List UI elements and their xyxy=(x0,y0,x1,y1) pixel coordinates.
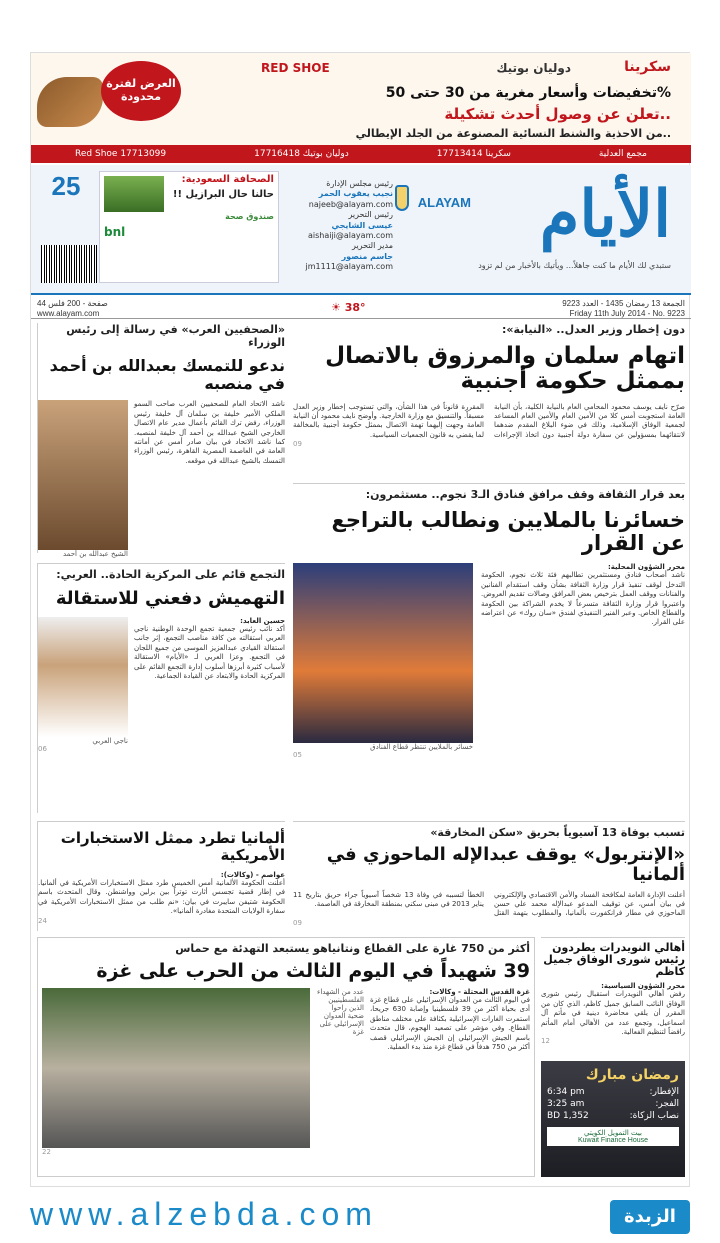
staff-name: عيسى الشايجي xyxy=(331,220,393,230)
lantern-icon xyxy=(395,185,409,211)
ad-line-discount: تخفيضات وأسعار مغرية من 30 حتى 50% xyxy=(385,85,671,101)
story-kicker: تسبب بوفاة 13 آسيوياً بحريق «سكن المخارقة» xyxy=(430,826,685,839)
promo-sub: صندوق صحة xyxy=(225,212,274,221)
ramadan-value: 6:34 pm xyxy=(547,1087,585,1097)
story-hotels[interactable] xyxy=(293,483,685,813)
sponsor-logo xyxy=(547,1127,679,1146)
story-headline[interactable]: أهالي النويدرات يطردون رئيس شورى الوفاق جميل كاظم xyxy=(543,941,685,979)
slogan: ستبدي لك الأيام ما كنت جاهلاً... ويأتيك بالأخبار من لم تزود xyxy=(478,261,671,270)
page-ref: 05 xyxy=(293,751,302,760)
alayam-logo-en: ALAYAM xyxy=(417,195,471,210)
price: 44 صفحة - 200 فلس xyxy=(37,299,108,308)
photo-gaza xyxy=(42,988,310,1148)
story-body: أعلنت الحكومة الألمانية أمس الخميس طرد ممثل الاستخبارات الأمريكية في ألمانيا. في إطار قضية تجسس أثارت توتراً بين برلين وواشنطن. وقال المتحدث باسم الحكومة شتيفن سايبرت في بيان: «نم طلب من ممثل الاستخبارات الأمريكية في سفارة الولايات المتحدة مغادرة ألمانيا». xyxy=(38,879,285,916)
story-headline[interactable]: اتهام سلمان والمرزوق بالاتصال بممثل حكومة أجنبية xyxy=(325,343,685,395)
brand-sketchers: سكرينا xyxy=(624,59,671,75)
ad-bar-item: دوليان بوتيك 17716418 xyxy=(254,149,349,159)
brand-dolian: دوليان بوتيك xyxy=(496,61,571,75)
ad-bar-item: Red Shoe 17713099 xyxy=(75,149,167,159)
ad-line-arrival: تعلن عن وصول أحدث تشكيلة.. xyxy=(444,105,671,123)
story-byline: عواصم - (وكالات): xyxy=(220,871,285,879)
story-headline[interactable]: خسائرنا بالملايين ونطالب بالتراجع عن القرار xyxy=(331,508,685,556)
anniversary-number: 25 xyxy=(51,171,81,201)
story-kicker: دون إخطار وزير العدل.. «النيابة»: xyxy=(502,323,685,336)
footer-logo xyxy=(610,1200,690,1234)
page-ref: 09 xyxy=(293,440,302,449)
page-ref: 06 xyxy=(38,744,47,753)
story-body: ناشد الاتحاد العام للصحفيين العرب صاحب السمو الملكي الأمير خليفة بن سلمان آل خليفة رئيس الوزراء، رفض ترك القائم بأعمال مدير عام الاتصال الخارجي الشيخ عبدالله بن أحمد آل خليفة لمنصبه. كما ناشد الاتحاد في بيان صادر أمس عن أمانته العامة في العاصمة المصرية القاهرة، رئيس الوزراء التمسك بالشيخ عبدالله في موقعه. xyxy=(134,400,285,465)
promo-bank: bnl xyxy=(104,225,126,239)
ad-bar-item: سكرينا 17713414 xyxy=(436,149,511,159)
story-kicker: التجمع قائم على المركزية الحادة.. العربي: xyxy=(56,568,285,581)
page-ref: 12 xyxy=(541,1037,550,1046)
staff-role: رئيس مجلس الإدارة xyxy=(326,179,393,188)
ramadan-row xyxy=(547,1111,679,1121)
ramadan-value: BD 1,352 xyxy=(547,1111,589,1121)
story-byline: محرر الشؤون السياسية: xyxy=(601,982,685,991)
story-body: أعلنت الإدارة العامة لمكافحة الفساد والأمن الاقتصادي والإلكتروني في بيان أمس، عن توقيف المدعو عبدالإله محمد علي حسن الماحوزي في مطار فرانكفورت بألمانيا، والمطلوب بتهمة القتل الخطأ لتسببه في وفاة 13 شخصاً آسيوياً جراء حريق بتاريخ 11 يناير 2013 في مبنى سكني بمنطقة المخارقة في العاصمة. xyxy=(293,890,685,918)
photo-caption: ناجي العربي xyxy=(92,736,128,745)
story-germany[interactable] xyxy=(37,821,285,931)
footer-url[interactable]: www.alzebda.com xyxy=(30,1196,378,1232)
photo-city xyxy=(293,563,473,743)
story-byline: محرر الشؤون المحلية: xyxy=(607,563,685,572)
weather-temp xyxy=(331,301,366,314)
story-headline[interactable]: «الإنتربول» يوقف عبدالإله الماحوزي في ألمانيا xyxy=(326,844,685,885)
page-ref: 09 xyxy=(293,918,302,927)
date-info xyxy=(562,299,685,318)
ramadan-title: رمضان مبارك xyxy=(585,1067,679,1083)
story-headline[interactable]: ألمانيا تطرد ممثل الاستخبارات الأمريكية xyxy=(60,829,285,864)
story-body: أكد نائب رئيس جمعية تجمع الوحدة الوطنية ناجي العربي استقالته من كافة مناصب التجمع، إثر جانب استقالة القيادي عبدالعزيز الموسى من جميع اللجان في التجمع. وعزا العربي لـ «الأيام» الاستقالة لأسباب كثيرة أبرزها أسلوب إدارة التجمع القائم على المركزية الحادة والابتعاد عن القيادة الجماعية. xyxy=(134,624,285,680)
photo-caption: عدد من الشهداء الفلسطينيين الذين راحوا ضحية العدوان الإسرائيلي على غزة xyxy=(317,987,364,1036)
ramadan-label: نصاب الزكاة: xyxy=(629,1111,679,1121)
anniversary-box xyxy=(37,171,95,287)
story-kicker: أكثر من 750 غارة على القطاع ونتانياهو يستبعد التهدئة مع حماس xyxy=(175,942,530,955)
story-headline[interactable]: 39 شهيداً في اليوم الثالث من الحرب على غزة xyxy=(96,960,530,982)
site-url[interactable]: www.alayam.com xyxy=(37,308,100,318)
story-resignation[interactable] xyxy=(37,563,285,813)
photo-caption: خسائر بالملايين تنتظر قطاع الفنادق xyxy=(370,743,473,752)
sponsor-en: Kuwait Finance House xyxy=(577,1137,649,1144)
story-kicker: بعد قرار الثقافة وقف مرافق فنادق الـ3 نجوم.. مستثمرون: xyxy=(365,488,685,501)
staff-email[interactable]: najeeb@alayam.com xyxy=(308,199,393,209)
staff-role: مدير التحرير xyxy=(352,241,393,251)
sun-icon: ☀ xyxy=(331,301,341,314)
staff-role: رئيس التحرير xyxy=(348,210,393,220)
price-info xyxy=(37,299,108,318)
staff-email[interactable]: aishaiji@alayam.com xyxy=(307,230,393,240)
alayam-logo[interactable]: الأيام xyxy=(539,177,671,252)
story-interpol[interactable] xyxy=(293,821,685,931)
ramadan-row xyxy=(547,1087,679,1097)
story-headline[interactable]: ندعو للتمسك بعبدالله بن أحمد في منصبه xyxy=(49,356,285,393)
story-byline: حسين العابد: xyxy=(240,616,285,625)
dateline-bar xyxy=(31,297,691,319)
limited-offer-badge: العرض لفترة محدودة xyxy=(101,61,181,121)
page-ref: 24 xyxy=(38,916,47,925)
barcode xyxy=(41,245,97,283)
promo-title: حالنا حال البرازيل !! xyxy=(172,189,274,200)
promo-box[interactable] xyxy=(99,171,279,283)
photo-portrait xyxy=(38,617,128,737)
newspaper-page xyxy=(30,52,690,1187)
date-ar: الجمعة 13 رمضان 1435 - العدد 9223 xyxy=(562,299,685,308)
story-byline: غزة القدس المحتلة - وكالات: xyxy=(429,987,530,996)
brand-redshoe: RED SHOE xyxy=(261,61,330,75)
ramadan-label: الإفطار: xyxy=(649,1087,679,1097)
promo-image xyxy=(104,176,164,212)
story-headline[interactable]: التهميش دفعني للاستقالة xyxy=(55,588,285,609)
footer-logo-text: الزبدة xyxy=(624,1206,676,1227)
ramadan-value: 3:25 am xyxy=(547,1099,585,1109)
page-ref: 22 xyxy=(42,1147,51,1156)
staff-email[interactable]: jm1111@alayam.com xyxy=(305,262,393,272)
photo-caption: الشيخ عبدالله بن أحمد xyxy=(62,550,128,559)
shoe-ad-banner[interactable] xyxy=(31,53,691,163)
staff-name: نجيب يعقوب الحمر xyxy=(318,189,393,199)
sponsor-ar: بيت التمويل الكويتي xyxy=(584,1129,642,1137)
date-en: Friday 11th July 2014 - No. 9223 xyxy=(569,308,685,318)
story-kicker: «الصحفيين العرب» في رسالة إلى رئيس الوزراء xyxy=(66,323,285,349)
ramadan-row xyxy=(547,1099,679,1109)
story-body: ناشد أصحاب فنادق ومستثمرين تطالبهم فئة ثلاث نجوم، الحكومة التدخل لوقف تنفيذ قرار وزارة الثقافة بشأن وقف استقدام الفنانين والفنانات ووقف العمل بترخيص بعض المرافق وصالات تقديم العروض. واعتبروا قرار وزارة الثقافة متسرعاً لا يخدم الشراكة بين الحكومة والقطاع الخاص. وعبر الفنير التنفيذي لفندق «سان روك» عن اعتراضه على القرار. xyxy=(481,571,685,627)
ad-bar-item: مجمع العدلية xyxy=(598,149,647,159)
staff-name: جاسم منصور xyxy=(341,251,393,261)
story-lead[interactable] xyxy=(293,323,685,473)
story-journalists[interactable] xyxy=(37,323,285,559)
promo-kicker: الصحافة السعودية: xyxy=(181,174,274,185)
story-nuwaidrat[interactable] xyxy=(541,937,685,1057)
story-body: صرّح نايف يوسف محمود المحامي العام بالنيابة الكلية، بأن النيابة العامة استجوبت أمس كلا من الأمين العام والأمين العام المساعد لجمعية الوفاق الإسلامية، وذلك في ضوء البلاغ المقدم ضدهما لانتقائهما بمسؤولين عن سفارة دولة أجنبية دون اتخاذ الإجراءات المقررة قانوناً في هذا الشأن، والتي تستوجب إخطار وزير العدل مسبقاً. والتنسيق مع وزارة الخارجية. وأوضح نايف محمود أن النيابة العامة وجهت إليهما تهمة الاتصال بممثل حكومة أجنبية بالمخالفة لما يقضي به قانون الجمعيات السياسية. xyxy=(293,402,685,439)
ad-contact-bar xyxy=(31,145,691,163)
story-body: في اليوم الثالث من العدوان الإسرائيلي على قطاع غزة أدى بحياة أكثر من 39 فلسطينيا وإصابة 630 جريحا، استمرت الغارات الإسرائيلية بكثافة على مختلف مناطق القطاع. وفي مؤشر على تصعيد الهجوم، قال متحدث باسم الجيش الإسرائيلي إن الجيش الإسرائيلي قصف أكثر من 750 هدفاً في قطاع غزة منذ بدء العملية. xyxy=(370,995,531,1052)
story-body: رفض أهالي النويدرات استقبال رئيس شورى الوفاق النائب السابق جميل كاظم، الذي كان من المقرر أن يلقي محاضرة دينية في مأتم آل اسماعيل، وتجمع عدد من الأهالي أمام المأتم رافضاً لتنظيم الفعالية. xyxy=(541,990,685,1037)
story-gaza[interactable] xyxy=(37,937,535,1177)
ramadan-box xyxy=(541,1061,685,1177)
weather-value: 38° xyxy=(344,301,366,314)
masthead xyxy=(31,165,691,295)
staff-box xyxy=(283,179,393,273)
photo-portrait xyxy=(38,400,128,550)
ramadan-label: الفجر: xyxy=(655,1099,679,1109)
ad-line-leather: من الاحذية والشنط النسائية المصنوعة من الجلد الإيطالي.. xyxy=(355,127,671,140)
